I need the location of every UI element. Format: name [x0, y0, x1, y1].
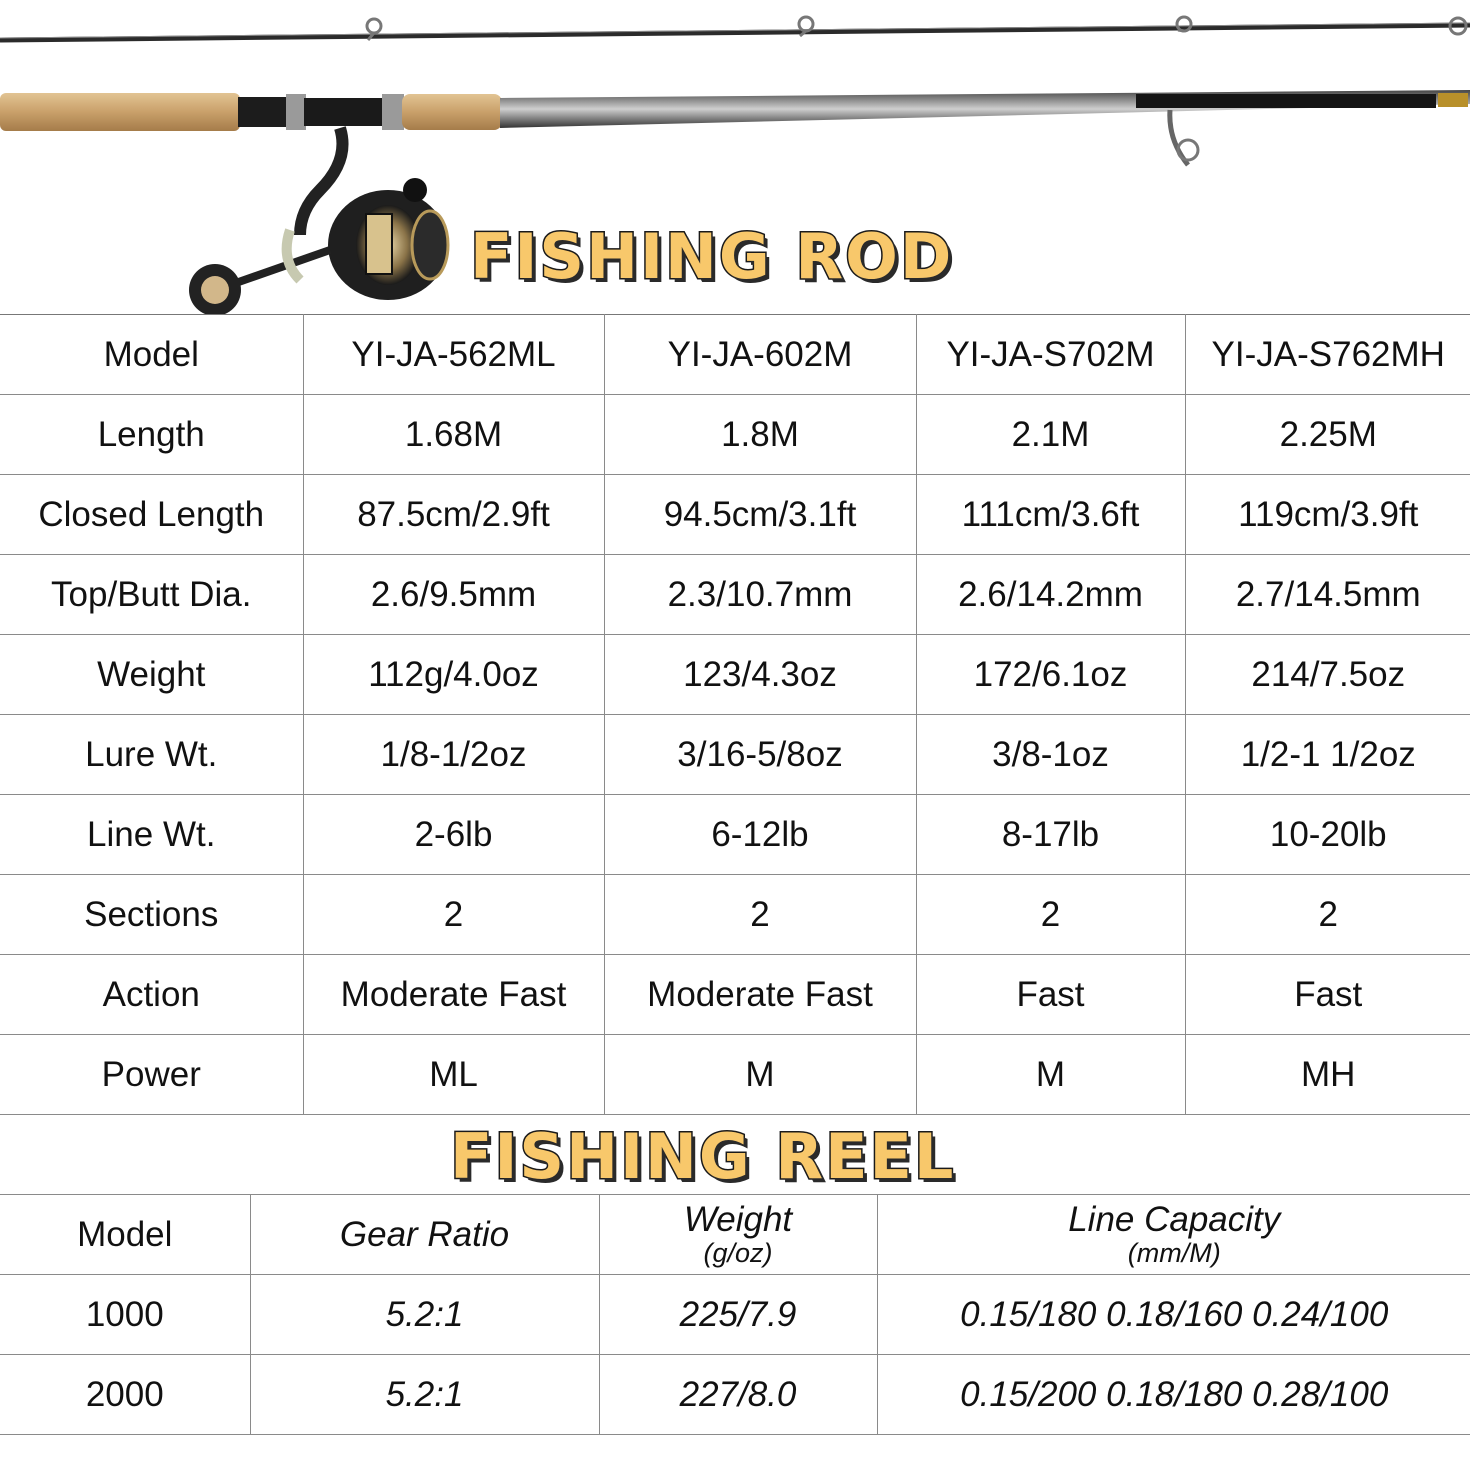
table-cell: 3/8-1oz [916, 715, 1185, 795]
table-cell: 10-20lb [1185, 795, 1470, 875]
table-cell: YI-JA-S702M [916, 315, 1185, 395]
table-cell: 2.6/14.2mm [916, 555, 1185, 635]
fishing-reel-title: FISHING REEL [450, 1120, 956, 1193]
table-cell: 2 [604, 875, 916, 955]
table-cell: 94.5cm/3.1ft [604, 475, 916, 555]
table-cell: M [916, 1035, 1185, 1115]
table-cell: 123/4.3oz [604, 635, 916, 715]
table-cell: 2.3/10.7mm [604, 555, 916, 635]
table-cell: 1.8M [604, 395, 916, 475]
row-label: Power [0, 1035, 303, 1115]
table-cell: 2.1M [916, 395, 1185, 475]
rod-butt-section [0, 90, 1470, 165]
table-cell: 225/7.9 [599, 1275, 877, 1355]
table-row [0, 555, 1470, 635]
table-row [0, 955, 1470, 1035]
column-header-model: Model [0, 1195, 250, 1275]
weight-header-unit: (g/oz) [703, 1238, 773, 1268]
weight-header-label: Weight [683, 1200, 793, 1239]
row-label: Action [0, 955, 303, 1035]
spinning-reel-icon [189, 128, 448, 314]
table-cell: Moderate Fast [604, 955, 916, 1035]
table-row [0, 795, 1470, 875]
fishing-rod-title: FISHING ROD [470, 220, 954, 293]
row-label: Top/Butt Dia. [0, 555, 303, 635]
table-cell: 111cm/3.6ft [916, 475, 1185, 555]
table-cell: M [604, 1035, 916, 1115]
table-cell: 214/7.5oz [1185, 635, 1470, 715]
column-header-line-capacity [877, 1195, 1470, 1275]
table-cell: 1000 [0, 1275, 250, 1355]
row-label: Closed Length [0, 475, 303, 555]
table-cell: 2.7/14.5mm [1185, 555, 1470, 635]
table-cell: 2.6/9.5mm [303, 555, 604, 635]
table-cell: 227/8.0 [599, 1355, 877, 1435]
table-cell: YI-JA-562ML [303, 315, 604, 395]
table-cell: 2-6lb [303, 795, 604, 875]
column-header-weight [599, 1195, 877, 1275]
table-row [0, 315, 1470, 395]
table-row [0, 475, 1470, 555]
table-cell: Fast [916, 955, 1185, 1035]
table-cell: ML [303, 1035, 604, 1115]
table-cell: 1.68M [303, 395, 604, 475]
table-cell: YI-JA-602M [604, 315, 916, 395]
rod-spec-table [0, 314, 1470, 1115]
table-cell: 0.15/200 0.18/180 0.28/100 [877, 1355, 1470, 1435]
row-label: Model [0, 315, 303, 395]
table-cell: 87.5cm/2.9ft [303, 475, 604, 555]
table-cell: 2 [1185, 875, 1470, 955]
line-capacity-header-unit: (mm/M) [1127, 1238, 1221, 1268]
table-row [0, 1035, 1470, 1115]
table-cell: 2000 [0, 1355, 250, 1435]
table-cell: Fast [1185, 955, 1470, 1035]
table-cell: 2 [303, 875, 604, 955]
row-label: Length [0, 395, 303, 475]
table-cell: 1/8-1/2oz [303, 715, 604, 795]
table-row [0, 875, 1470, 955]
table-cell: Moderate Fast [303, 955, 604, 1035]
table-cell: 1/2-1 1/2oz [1185, 715, 1470, 795]
table-row [0, 1275, 1470, 1355]
table-cell: 5.2:1 [250, 1275, 599, 1355]
reel-spec-table [0, 1194, 1470, 1435]
table-header-row [0, 1195, 1470, 1275]
row-label: Lure Wt. [0, 715, 303, 795]
table-cell: 6-12lb [604, 795, 916, 875]
rod-tip-section [0, 17, 1470, 40]
row-label: Sections [0, 875, 303, 955]
column-header-gear-ratio: Gear Ratio [250, 1195, 599, 1275]
table-cell: 8-17lb [916, 795, 1185, 875]
row-label: Weight [0, 635, 303, 715]
table-cell: 0.15/180 0.18/160 0.24/100 [877, 1275, 1470, 1355]
fore-cork-grip [402, 94, 502, 130]
table-row [0, 395, 1470, 475]
table-cell: 2 [916, 875, 1185, 955]
table-cell: 172/6.1oz [916, 635, 1185, 715]
table-cell: 2.25M [1185, 395, 1470, 475]
table-row [0, 715, 1470, 795]
table-cell: MH [1185, 1035, 1470, 1115]
line-capacity-header-label: Line Capacity [1068, 1200, 1281, 1239]
rear-cork-grip [0, 93, 240, 131]
table-cell: 5.2:1 [250, 1355, 599, 1435]
table-row [0, 635, 1470, 715]
table-cell: 3/16-5/8oz [604, 715, 916, 795]
row-label: Line Wt. [0, 795, 303, 875]
table-cell: YI-JA-S762MH [1185, 315, 1470, 395]
table-cell: 119cm/3.9ft [1185, 475, 1470, 555]
table-cell: 112g/4.0oz [303, 635, 604, 715]
table-row [0, 1355, 1470, 1435]
